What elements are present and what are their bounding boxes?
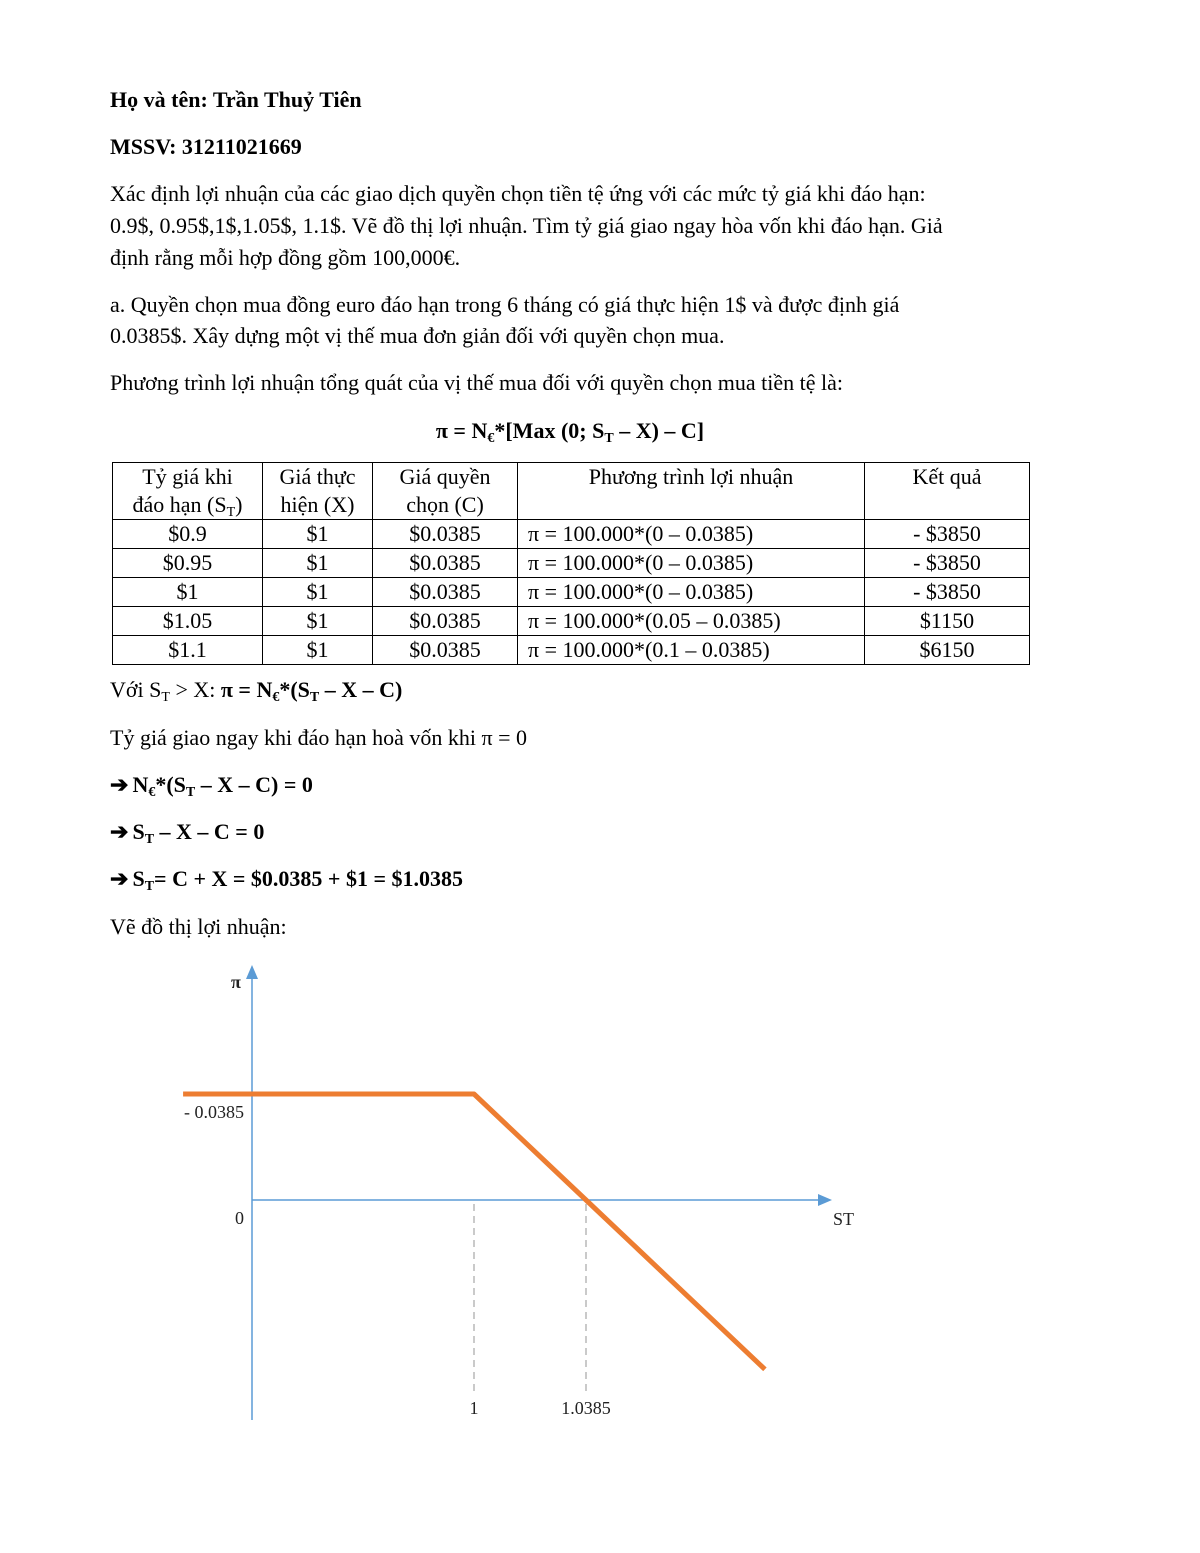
- general-equation-intro: Phương trình lợi nhuận tổng quát của vị thế mua đối với quyền chọn mua tiền tệ là:: [110, 370, 843, 395]
- cell-equation: π = 100.000*(0 – 0.0385): [518, 578, 865, 607]
- cell-strike: $1: [263, 607, 373, 636]
- graph-intro: Vẽ đồ thị lợi nhuận:: [110, 914, 287, 939]
- cell-strike: $1: [263, 549, 373, 578]
- student-name: Họ và tên: Trần Thuỷ Tiên: [110, 87, 362, 112]
- part-a-line-2: 0.0385$. Xây dựng một vị thế mua đơn giản đối với quyền chọn mua.: [110, 323, 725, 348]
- cell-equation: π = 100.000*(0.1 – 0.0385): [518, 636, 865, 665]
- right-arrow-icon: ➔: [110, 772, 129, 797]
- cell-premium: $0.0385: [373, 636, 518, 665]
- y-tick-label: - 0.0385: [184, 1102, 244, 1122]
- cell-spot-rate: $1.1: [113, 636, 263, 665]
- cell-spot-rate: $0.95: [113, 549, 263, 578]
- right-arrow-icon: ➔: [110, 866, 129, 891]
- cell-premium: $0.0385: [373, 549, 518, 578]
- y-axis-label: π: [231, 972, 241, 992]
- x-tick-label: 1: [469, 1398, 479, 1418]
- cell-result: $6150: [865, 636, 1030, 665]
- step-1: ➔ $N_€*(S_T - X - C) = 0$: [110, 772, 313, 800]
- condition-line: Với $S_T > X$: $\pi = N_€*(S_T - X - C)$: [110, 677, 403, 705]
- header-strike-price: Giá thực hiện (X): [263, 463, 373, 520]
- cell-strike: $1: [263, 578, 373, 607]
- general-equation: $\pi = N_€*[Max$ (0; $S_T - X) - C$]: [435, 418, 705, 446]
- cell-premium: $0.0385: [373, 520, 518, 549]
- step-3: ➔ $S_T= C + X$ = $0.0385 + $1 = $1.0385: [110, 866, 463, 894]
- right-arrow-icon: ➔: [110, 819, 129, 844]
- student-id: MSSV: 31211021669: [110, 134, 302, 159]
- header-spot-rate: Tỷ giá khi đáo hạn $(S_T)$: [113, 463, 263, 520]
- y-tick-label: 0: [235, 1208, 244, 1228]
- cell-equation: π = 100.000*(0 – 0.0385): [518, 520, 865, 549]
- y-axis-arrow-icon: [246, 965, 258, 979]
- problem-line-3: định rằng mỗi hợp đồng gồm 100,000€.: [110, 245, 461, 270]
- step-2: ➔ $S_T - X - C = 0$: [110, 819, 265, 847]
- part-a-line-1: a. Quyền chọn mua đồng euro đáo hạn trong 6 tháng có giá thực hiện 1$ và được định giá: [110, 292, 900, 317]
- cell-premium: $0.0385: [373, 578, 518, 607]
- cell-equation: π = 100.000*(0 – 0.0385): [518, 549, 865, 578]
- x-axis-arrow-icon: [818, 1194, 832, 1206]
- problem-line-1: Xác định lợi nhuận của các giao dịch quyền chọn tiền tệ ứng với các mức tỷ giá khi đáo hạn:: [110, 181, 926, 206]
- cell-result: - $3850: [865, 578, 1030, 607]
- cell-strike: $1: [263, 520, 373, 549]
- cell-result: $1150: [865, 607, 1030, 636]
- cell-spot-rate: $1.05: [113, 607, 263, 636]
- cell-result: - $3850: [865, 520, 1030, 549]
- cell-spot-rate: $0.9: [113, 520, 263, 549]
- problem-line-2: 0.9$, 0.95$,1$,1.05$, 1.1$. Vẽ đồ thị lợi nhuận. Tìm tỷ giá giao ngay hòa vốn khi đáo hạn. Giả: [110, 213, 943, 238]
- breakeven-intro: Tỷ giá giao ngay khi đáo hạn hoà vốn khi π = 0: [110, 725, 527, 750]
- cell-result: - $3850: [865, 549, 1030, 578]
- cell-equation: π = 100.000*(0.05 – 0.0385): [518, 607, 865, 636]
- cell-strike: $1: [263, 636, 373, 665]
- x-axis-label: ST: [833, 1209, 855, 1229]
- cell-premium: $0.0385: [373, 607, 518, 636]
- header-premium: Giá quyền chọn (C): [373, 463, 518, 520]
- cell-spot-rate: $1: [113, 578, 263, 607]
- x-tick-label: 1.0385: [561, 1398, 611, 1418]
- header-profit-equation: Phương trình lợi nhuận: [518, 463, 865, 520]
- header-result: Kết quả: [865, 463, 1030, 520]
